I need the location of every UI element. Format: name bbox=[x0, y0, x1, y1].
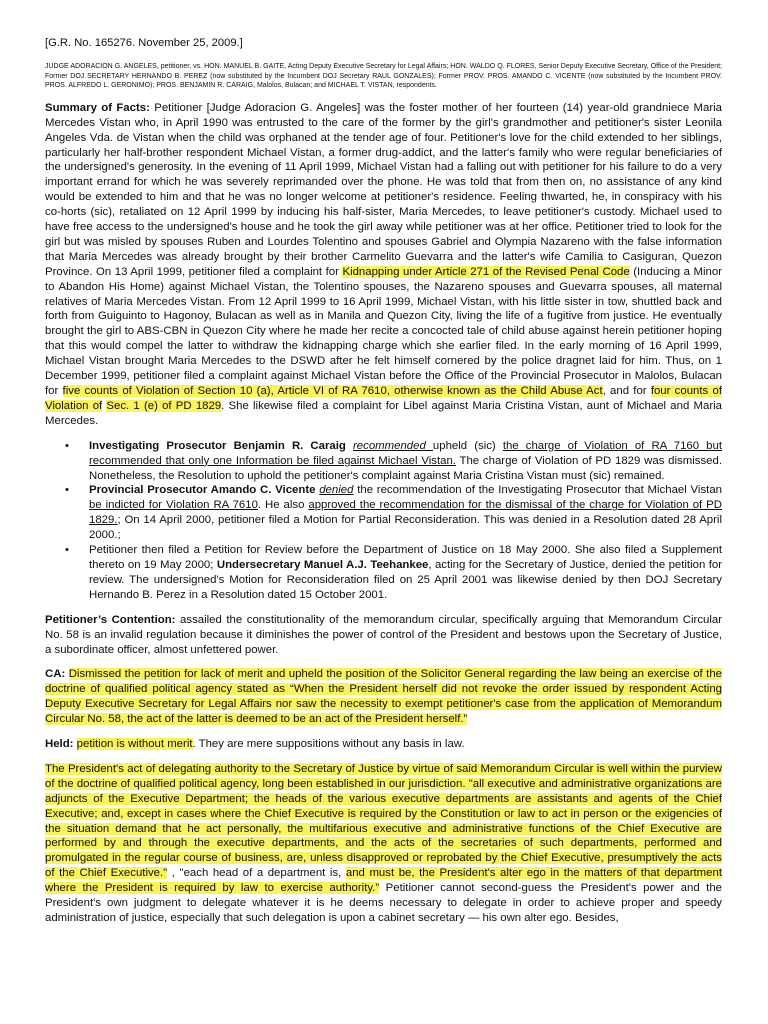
case-citation: [G.R. No. 165276. November 25, 2009.] bbox=[45, 37, 243, 49]
bullet-text: upheld (sic) bbox=[432, 439, 503, 452]
bullet-text-rest: , acting for the Secretary of Justice, denied the petition for review. The undersigned's Motion for Reconsideration filed on 25 April 2001 was likewise denied by then DOJ Secretary Hernando B. Perez in a Resolution dated 15 October 2001. bbox=[89, 558, 722, 601]
highlight-held: petition is without merit bbox=[76, 738, 193, 751]
highlight-ca-ruling: Dismissed the petition for lack of merit and upheld the position of the Solicitor General regarding the law being an exercise of the doctrine of qualified political agency stated as “When the President herself did not revoke the order issued by respondent Acting Deputy Executive Secretary for Legal Affairs nor saw the necessity to exempt petitioner's case from the application of Memorandum Circular No. 58, the act of the latter is deemed to be an act of the President herself.” bbox=[45, 668, 722, 726]
bullet-underlined: the charge of Violation of RA 7160 but recommended that only one Information be filed against Michael Vistan. bbox=[89, 439, 723, 467]
highlight-doctrine: The President's act of delegating authority to the Secretary of Justice by virtue of said Memorandum Circular is well within the purview of the doctrine of qualified political agency, long been established in our jurisdiction. "all executive and administrative organizations are adjuncts of the Executive Department; the heads of the various executive departments are assistants and agents of the Chief Executive; and, except in cases where the Chief Executive is required by the Constitution or law to act in person or the exigencies of the situation demand that he act personally, the multifarious executive and administrative functions of the Chief Executive are performed by and through the executive departments, and the acts of the secretaries of such departments, performed and promulgated in the regular course of business, are, unless disapproved or reprobated by the Chief Executive, presumptively the acts of the Chief Executive." bbox=[45, 762, 722, 880]
bullet-bold: Investigating Prosecutor Benjamin R. Caraig bbox=[89, 439, 346, 452]
bullet-dot: • bbox=[65, 544, 69, 557]
ca-label: CA: bbox=[45, 668, 66, 681]
contention-label: Petitioner’s Contention: bbox=[45, 613, 176, 626]
held-label: Held: bbox=[45, 738, 74, 751]
bullet-dot: • bbox=[65, 484, 69, 497]
proceedings-list bbox=[45, 439, 722, 603]
doctrine-text-1: , "each head of a department is, bbox=[167, 867, 346, 880]
highlight-four-counts: four counts of Violation of bbox=[45, 385, 722, 412]
bullet-text: the recommendation of the Investigating Prosecutor that Michael Vistan bbox=[353, 484, 722, 497]
bullet-bold: Provincial Prosecutor Amando C. Vicente bbox=[89, 484, 316, 497]
summary-label: Summary of Facts: bbox=[45, 101, 150, 114]
list-item bbox=[65, 439, 723, 484]
highlight-kidnapping: Kidnapping under Article 271 of the Revised Penal Code bbox=[342, 265, 630, 278]
case-parties: JUDGE ADORACION G. ANGELES, petitioner, vs. HON. MANUEL B. GAITE, Acting Deputy Executive Secretary for Legal Affairs; HON. WALDO Q. FLORES, Senior Deputy Executive Secretary, Office of the President; Former DOJ SECRETARY HERNANDO B. PEREZ (now substituted by the Incumbent DOJ Secretary RAUL GONZALES); Former PROV. PROS. AMANDO C. VICENTE (now substituted by the Incumbent PROV. PROS. ALFREDO L. GERONIMO); PROS. BENJAMIN R. CARAIG, Malolos, Bulacan; and MICHAEL T. VISTAN, respondents. bbox=[45, 63, 722, 90]
bullet-text-pre: Petitioner then filed a Petition for Review before the Department of Justice on 18 May 2000. She also filed a Supplement thereto on 19 May 2000; bbox=[89, 544, 722, 571]
highlight-pd-1829: Sec. 1 (e) of PD 1829 bbox=[106, 399, 222, 412]
summary-text-3: , and for bbox=[602, 385, 651, 397]
bullet-text-rest: The charge of Violation of PD 1829 was dismissed. Nonetheless, the Resolution to uphold the petitioner's complaint against Maria Cristina Vistan must (sic) remained. bbox=[89, 454, 722, 482]
bullet-underlined-2: approved the recommendation for the dismissal of the charge for Violation of PD 1829. bbox=[89, 499, 722, 527]
doctrine-text-2: Petitioner cannot second-guess the President's power and the President's own judgment to delegate whatever it is he deems necessary to delegate in order to achieve proper and speedy administration of justice, especially that such delegation is upon a cabinet secretary — his own alter ego. Besides, bbox=[45, 882, 722, 924]
bullet-dot: • bbox=[65, 439, 69, 452]
doctrine-paragraph bbox=[45, 762, 722, 926]
summary-text-1: Petitioner [Judge Adoracion G. Angeles] was the foster mother of her fourteen (14) year-old grandniece Maria Mercedes Vistan who, in April 1990 was entrusted to the care of the former by the girl's grandmother and petitioner's sister Leonila Angeles Vda. de Vistan when the child was orphaned at the tender age of four. Petitioner's love for the child extended to her siblings, particularly her half-brother respondent Michael Vistan, a former drug-addict, and the latter's family who were regular beneficiaries of the undersigned's generosity. In the evening of 11 April 1999, Michael Vistan had a falling out with petitioner for his failure to do a very important errand for which he was severely reprimanded over the phone. He was told that from then on, no assistance of any kind would be extended to him and that he was no longer welcome at petitioner's residence. Feeling thwarted, he, in conspiracy with his co-horts (sic), retaliated on 12 April 1999 by inducing his half-sister, Maria Mercedes, to leave petitioner's custody. Michael used to have free access to the undersigned's house and he took the girl away while petitioner was at her office. Petitioner tried to look for the girl but was misled by spouses Ruben and Lourdes Tolentino and spouses Gabriel and Olympia Nazareno with the false information that Maria Mercedes was already brought by their brother Carmelito Guevarra and the latter's wife Camilia to Casiguran, Quezon Province. On 13 April 1999, petitioner filed a complaint for bbox=[45, 101, 722, 278]
contention-text: assailed the constitutionality of the memorandum circular, specifically arguing that Memorandum Circular No. 58 is an invalid regulation because it diminishes the power of control of the President and bestows upon the Secretary of Justice, a subordinate officer, almost unfettered power. bbox=[45, 613, 723, 656]
bullet-emphasis: denied bbox=[319, 484, 354, 497]
bullet-text-rest: ; On 14 April 2000, petitioner filed a Motion for Partial Reconsideration. This was denied in a Resolution dated 28 April 2000.; bbox=[89, 514, 722, 542]
list-item bbox=[65, 483, 722, 543]
petitioner-contention bbox=[45, 613, 722, 658]
list-item bbox=[65, 543, 722, 603]
summary-text-2: (Inducing a Minor to Abandon His Home) against Michael Vistan, the Tolentino spouses, the Nazareno spouses and Guevarra spouses, all maternal relatives of Maria Mercedes Vistan. From 12 April 1999 to 16 April 1999, Michael Vistan, with his little sister in tow, shuttled back and forth from Guiguinto to Hagonoy, Bulacan as well as in Manila and Quezon City, living the life of a fugitive from justice. He eventually brought the girl to ABS-CBN in Quezon City where he made her recite a concocted tale of child abuse against herein petitioner hoping that this would compel the latter to withdraw the kidnapping charge which she earlier filed. In the early morning of 16 April 1999, Michael Vistan brought Maria Mercedes to the DSWD after he felt himself cornered by the police dragnet laid for him. Thus, on 1 December 1999, petitioner filed a complaint against Michael Vistan before the Office of the Provincial Prosecutor in Malolos, Bulacan for bbox=[45, 265, 723, 397]
bullet-bold: Undersecretary Manuel A.J. Teehankee bbox=[216, 558, 429, 571]
bullet-emphasis: recommended bbox=[353, 439, 433, 452]
held-text: . They are mere suppositions without any basis in law. bbox=[192, 738, 465, 751]
ca-ruling bbox=[45, 667, 722, 727]
summary-text-5: . She likewise filed a complaint for Libel against Maria Cristina Vistan, aunt of Michael and Maria Mercedes. bbox=[45, 399, 722, 427]
highlight-child-abuse-act: five counts of Violation of Section 10 (a), Article VI of RA 7610, otherwise known as the Child Abuse Act bbox=[62, 385, 603, 397]
highlight-alter-ego: and must be, the President's alter ego in the matters of that department where the President is required by law to exercise authority.” bbox=[45, 867, 722, 895]
bullet-underlined: be indicted for Violation RA 7610 bbox=[89, 499, 258, 512]
held-section bbox=[45, 737, 722, 752]
bullet-text-2: . He also bbox=[257, 499, 309, 512]
bullet-space bbox=[346, 440, 353, 452]
summary-of-facts bbox=[45, 101, 722, 429]
